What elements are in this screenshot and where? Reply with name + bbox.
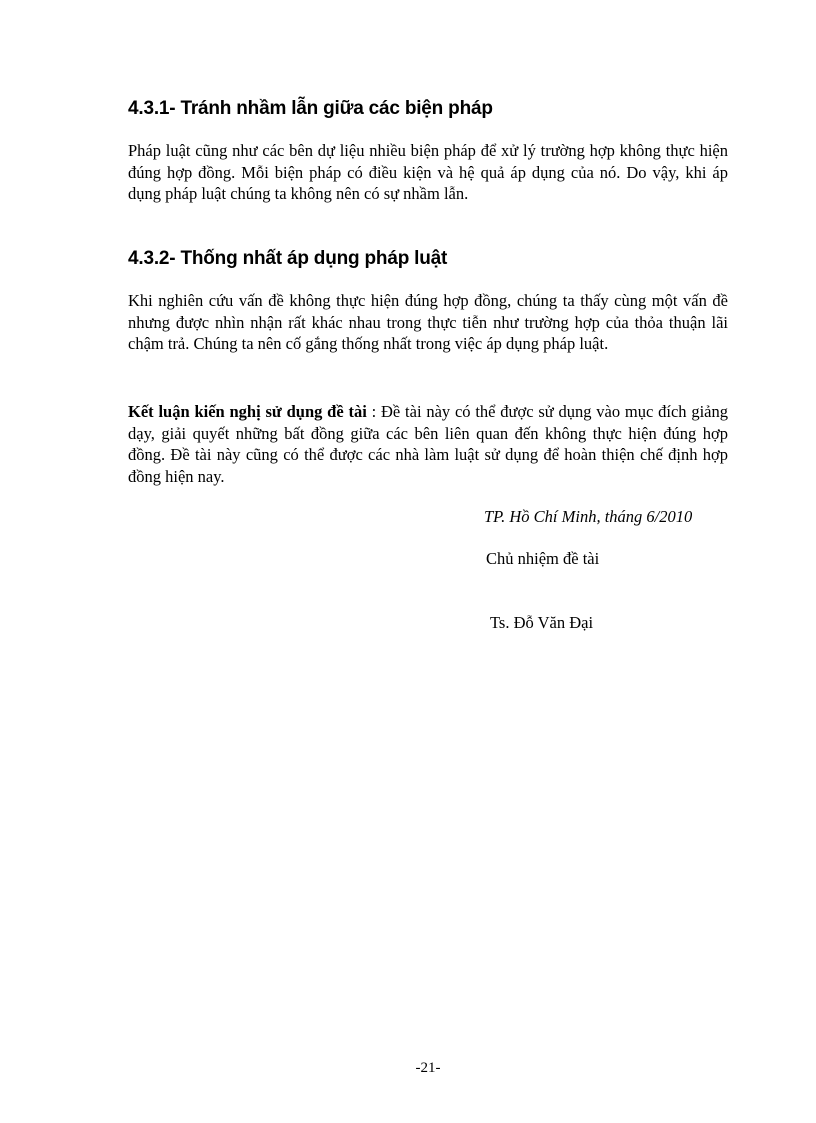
signature-role: Chủ nhiệm đề tài bbox=[486, 549, 600, 568]
signature-name: Ts. Đỗ Văn Đại bbox=[490, 613, 594, 632]
conclusion-separator: : bbox=[366, 402, 382, 421]
page-number: -21- bbox=[415, 1060, 441, 1076]
signature-place-date: TP. Hồ Chí Minh, tháng 6/2010 bbox=[484, 507, 693, 526]
conclusion-label: Kết luận kiến nghị sử dụng đề tài bbox=[128, 402, 367, 421]
conclusion-text: Đề tài này có thể được sử dụng vào mục đích giảng dạy, giải quyết những bất đồng giữa các bên liên quan đến không thực hiện đúng hợp đồng. Đề tài này cũng có thể được các nhà làm luật sử dụng để hoàn thiện chế định hợp đồng hiện nay. bbox=[128, 402, 728, 486]
conclusion-paragraph bbox=[128, 401, 728, 487]
section-paragraph-4-3-2: Khi nghiên cứu vấn đề không thực hiện đúng hợp đồng, chúng ta thấy cùng một vấn đề nhưng được nhìn nhận rất khác nhau trong thực tiễn như trường hợp của thỏa thuận lãi chậm trả. Chúng ta nên cố gắng thống nhất trong việc áp dụng pháp luật. bbox=[128, 291, 728, 353]
section-heading-4-3-1: 4.3.1- Tránh nhầm lẫn giữa các biện pháp bbox=[128, 98, 493, 119]
section-heading-4-3-2: 4.3.2- Thống nhất áp dụng pháp luật bbox=[128, 248, 448, 269]
section-paragraph-4-3-1: Pháp luật cũng như các bên dự liệu nhiều biện pháp để xử lý trường hợp không thực hiện đúng hợp đồng. Mỗi biện pháp có điều kiện và hệ quả áp dụng của nó. Do vậy, khi áp dụng pháp luật chúng ta không nên có sự nhầm lẫn. bbox=[128, 141, 728, 203]
